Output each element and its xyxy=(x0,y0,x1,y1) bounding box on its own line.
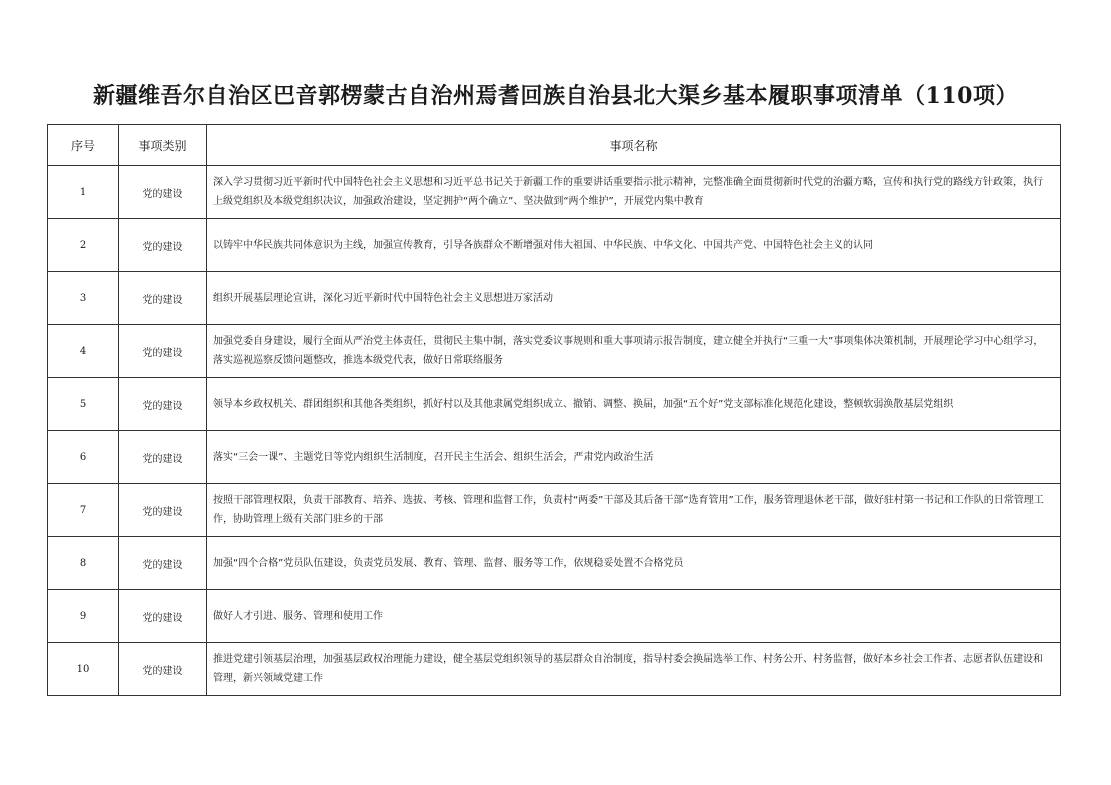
row-serial-number: 1 xyxy=(48,166,119,219)
row-serial-number: 6 xyxy=(48,431,119,484)
table-header-row xyxy=(48,125,1061,166)
table-row xyxy=(48,590,1061,643)
table-row xyxy=(48,643,1061,696)
table-row xyxy=(48,537,1061,590)
row-item-name: 深入学习贯彻习近平新时代中国特色社会主义思想和习近平总书记关于新疆工作的重要讲话重要指示批示精神，完整准确全面贯彻新时代党的治疆方略，宣传和执行党的路线方针政策，执行上级党组织及本级党组织决议，加强政治建设，坚定拥护“两个确立”、坚决做到“两个维护”，开展党内集中教育 xyxy=(207,166,1061,219)
row-category: 党的建设 xyxy=(119,537,207,590)
row-item-name: 组织开展基层理论宣讲，深化习近平新时代中国特色社会主义思想进万家活动 xyxy=(207,272,1061,325)
row-category: 党的建设 xyxy=(119,431,207,484)
row-serial-number: 5 xyxy=(48,378,119,431)
table-row xyxy=(48,325,1061,378)
table-row xyxy=(48,484,1061,537)
header-category: 事项类别 xyxy=(119,125,207,166)
row-category: 党的建设 xyxy=(119,272,207,325)
row-item-name: 落实“三会一课”、主题党日等党内组织生活制度，召开民主生活会、组织生活会，严肃党内政治生活 xyxy=(207,431,1061,484)
table-row xyxy=(48,431,1061,484)
page-title: 新疆维吾尔自治区巴音郭楞蒙古自治州焉耆回族自治县北大渠乡基本履职事项清单（110项） xyxy=(93,83,1018,109)
row-item-name: 以铸牢中华民族共同体意识为主线，加强宣传教育，引导各族群众不断增强对伟大祖国、中华民族、中华文化、中国共产党、中国特色社会主义的认同 xyxy=(207,219,1061,272)
table-row xyxy=(48,166,1061,219)
row-item-name: 加强党委自身建设，履行全面从严治党主体责任，贯彻民主集中制，落实党委议事规则和重大事项请示报告制度，建立健全并执行“三重一大”事项集体决策机制，开展理论学习中心组学习，落实巡视巡察反馈问题整改，推选本级党代表，做好日常联络服务 xyxy=(207,325,1061,378)
duty-list-table xyxy=(47,124,1061,696)
row-serial-number: 7 xyxy=(48,484,119,537)
table-row xyxy=(48,219,1061,272)
row-serial-number: 10 xyxy=(48,643,119,696)
row-item-name: 领导本乡政权机关、群团组织和其他各类组织，抓好村以及其他隶属党组织成立、撤销、调整、换届，加强“五个好”党支部标准化规范化建设，整顿软弱涣散基层党组织 xyxy=(207,378,1061,431)
row-serial-number: 4 xyxy=(48,325,119,378)
table-row xyxy=(48,272,1061,325)
row-category: 党的建设 xyxy=(119,484,207,537)
row-item-name: 推进党建引领基层治理，加强基层政权治理能力建设，健全基层党组织领导的基层群众自治制度，指导村委会换届选举工作、村务公开、村务监督，做好本乡社会工作者、志愿者队伍建设和管理，新兴领域党建工作 xyxy=(207,643,1061,696)
row-category: 党的建设 xyxy=(119,590,207,643)
row-item-name: 做好人才引进、服务、管理和使用工作 xyxy=(207,590,1061,643)
row-category: 党的建设 xyxy=(119,219,207,272)
row-serial-number: 2 xyxy=(48,219,119,272)
header-item-name: 事项名称 xyxy=(207,125,1061,166)
row-category: 党的建设 xyxy=(119,166,207,219)
row-category: 党的建设 xyxy=(119,643,207,696)
row-serial-number: 8 xyxy=(48,537,119,590)
row-category: 党的建设 xyxy=(119,378,207,431)
row-item-name: 加强“四个合格”党员队伍建设，负责党员发展、教育、管理、监督、服务等工作，依规稳妥处置不合格党员 xyxy=(207,537,1061,590)
row-category: 党的建设 xyxy=(119,325,207,378)
table-row xyxy=(48,378,1061,431)
row-item-name: 按照干部管理权限，负责干部教育、培养、选拔、考核、管理和监督工作，负责村“两委”干部及其后备干部“选育管用”工作，服务管理退休老干部，做好驻村第一书记和工作队的日常管理工作，协助管理上级有关部门驻乡的干部 xyxy=(207,484,1061,537)
row-serial-number: 3 xyxy=(48,272,119,325)
row-serial-number: 9 xyxy=(48,590,119,643)
header-serial-number: 序号 xyxy=(48,125,119,166)
